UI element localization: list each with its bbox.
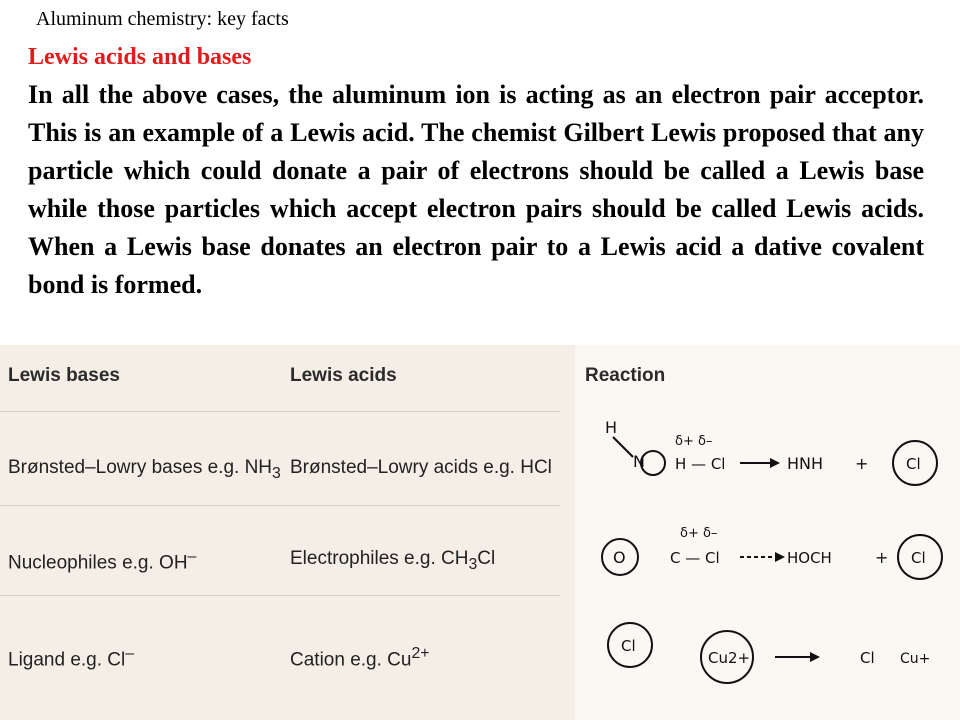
r2-plus: + [875,548,889,567]
row2-acid [290,548,495,574]
section-heading: Lewis acids and bases [28,44,252,70]
r2-delta: δ+ δ– [680,526,718,541]
r1-n-label: N [633,452,645,471]
row2-base-text: Nucleophiles e.g. OH [8,552,188,574]
r1-bond [613,437,633,457]
r1-chloride: Cl [906,455,921,473]
r1-plus: + [855,454,869,473]
row1-base-sub: 3 [272,464,281,482]
header-reaction: Reaction [585,365,666,386]
r2-chloride: Cl [911,549,926,567]
header-lewis-acids: Lewis acids [290,365,397,386]
r3-chloride: Cl [621,637,636,655]
row3-base [8,645,134,671]
r2-product: HOCH [787,549,832,567]
table-divider [0,411,560,412]
r2-c-label: C — Cl [670,549,720,567]
table-divider [0,505,560,506]
row3-base-sup: – [125,645,135,662]
header-lewis-bases: Lewis bases [8,365,120,386]
row2-base [8,548,196,574]
r2-o-label: O [613,548,626,567]
row2-acid-sub: 3 [468,555,478,573]
reaction-column [575,345,960,720]
r3-arrowhead [810,652,820,662]
r1-arrowhead [770,458,780,468]
r1-hcl: H — Cl [675,455,726,473]
row3-acid [290,645,430,671]
reaction-3 [608,623,930,683]
reaction-2 [602,526,942,579]
r2-arrowhead [775,552,785,562]
r3-product: Cl [860,649,875,667]
r3-copper-product: Cu+ [900,651,931,667]
lewis-table-figure [0,345,960,720]
row2-acid-tail: Cl [477,548,496,569]
r1-product: HNH [787,454,824,473]
row3-base-text: Ligand e.g. Cl [8,649,126,671]
slide-header: Aluminum chemistry: key facts [36,8,289,30]
reaction-diagrams [575,345,960,720]
reaction-1 [605,418,937,485]
row1-base [8,457,281,483]
row1-base-text: Brønsted–Lowry bases e.g. NH [8,457,273,478]
row3-acid-text: Cation e.g. Cu [290,649,412,671]
row2-base-sup: – [187,548,197,565]
r3-copper: Cu2+ [708,649,751,667]
row3-acid-sup: 2+ [411,645,430,662]
row1-acid: Brønsted–Lowry acids e.g. HCl [290,457,552,478]
row2-acid-text: Electrophiles e.g. CH [290,548,469,569]
body-paragraph: In all the above cases, the aluminum ion is acting as an electron pair acceptor. This is an example of a Lewis acid. The chemist Gilbert Lewis proposed that any particle which could donate a pair of electrons should be called a Lewis base while those particles which accept electron pairs should be called Lewis acids. When a Lewis base donates an electron pair to a Lewis acid a dative covalent bond is formed. [28,80,924,299]
r1-delta: δ+ δ– [675,434,713,449]
table-divider [0,595,560,596]
r1-h-label: H [605,418,618,437]
